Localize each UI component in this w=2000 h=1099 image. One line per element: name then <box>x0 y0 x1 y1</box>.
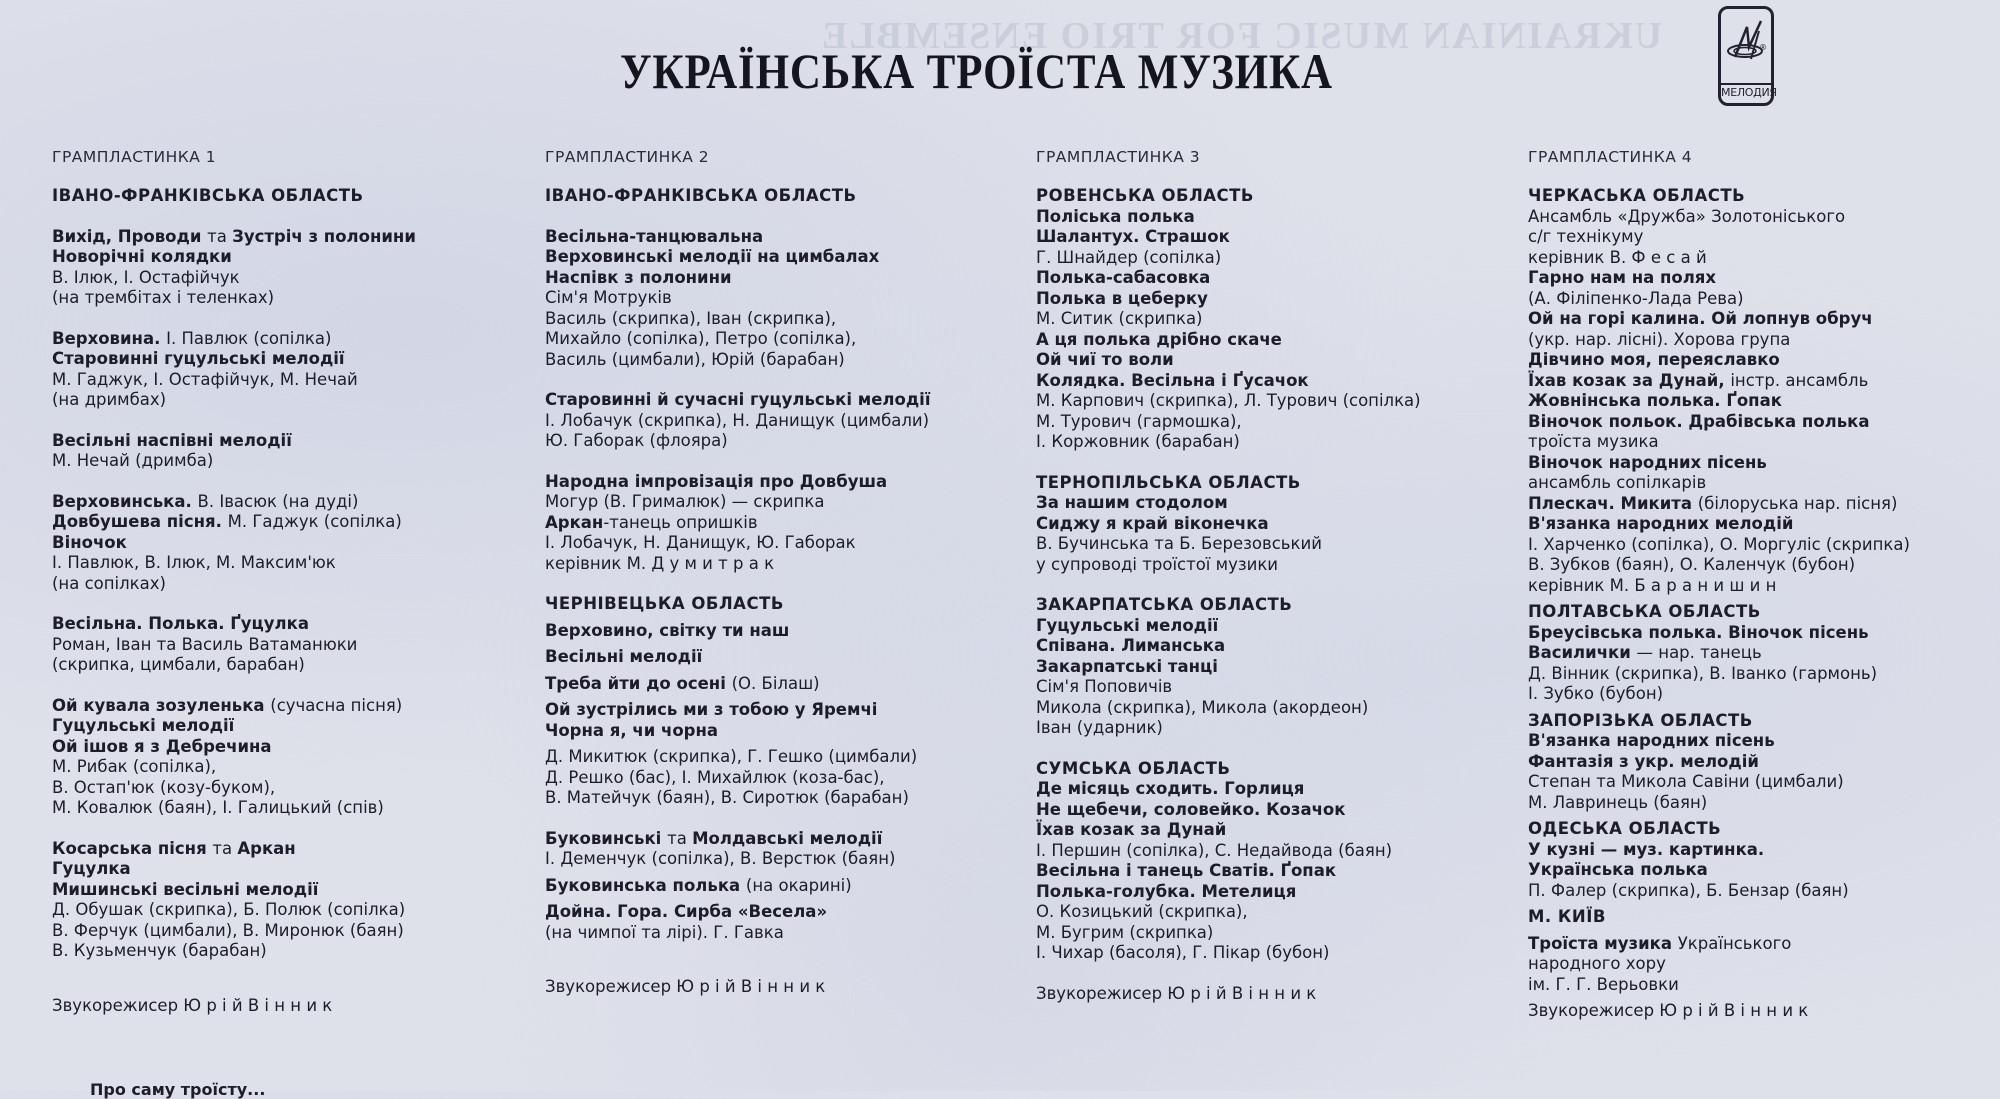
track-title: Віночок польок. Драбівська полька <box>1528 411 1870 431</box>
melodiya-logo <box>1718 6 1777 106</box>
performer-line: Звукорежисер Ю р і й В і н н и к <box>1036 983 1317 1003</box>
spacer <box>52 819 522 839</box>
track-title: Старовинні гуцульські мелодії <box>52 349 345 368</box>
track-title: Полька в цеберку <box>1036 288 1208 308</box>
track-title: Дівчино моя, переяславко <box>1528 350 1780 369</box>
track-title: Аркан <box>545 512 604 532</box>
track-line <box>1528 643 1998 664</box>
track-title: Новорічні колядки <box>52 247 232 266</box>
track-title: Чорна я, чи чорна <box>545 720 719 740</box>
track-title: Вихід, Проводи <box>52 226 208 246</box>
track-title: Колядка. Весільна і Ґусачок <box>1036 370 1309 390</box>
performer-line: Роман, Іван та Василь Ватаманюки <box>52 634 358 654</box>
track-note: (О. Білаш) <box>731 673 820 693</box>
performer-line: М. Ковалюк (баян), І. Галицький (спів) <box>52 798 384 817</box>
region-heading: ІВАНО-ФРАНКІВСЬКА ОБЛАСТЬ <box>52 186 364 205</box>
region-heading: ЗАКАРПАТСЬКА ОБЛАСТЬ <box>1036 595 1293 614</box>
track-note: — нар. танець <box>1636 643 1762 662</box>
track-title: Верховинські мелодії на цимбалах <box>545 247 880 266</box>
spacer <box>52 594 522 614</box>
track-line <box>545 876 1015 897</box>
performer-line: В. Ферчук (цимбали), В. Миронюк (баян) <box>52 920 404 940</box>
spacer <box>52 309 522 329</box>
track-line <box>52 696 522 717</box>
track-title: Шалантух. Страшок <box>1036 227 1230 246</box>
track-title: Верховина. <box>52 328 167 348</box>
track-note: В. Івасюк (на дуді) <box>197 491 359 511</box>
track-title: Полька-голубка. Метелиця <box>1036 881 1297 901</box>
track-title: Наспівк з полонини <box>545 267 732 287</box>
track-title: В'язанка народних мелодій <box>1528 514 1794 533</box>
performer-line: (А. Філіпенко-Лада Рева) <box>1528 288 1744 308</box>
track-title: Буковинські <box>545 828 668 848</box>
performer-line: В. Остап'юк (козу-буком), <box>52 777 276 797</box>
track-title: Косарська пісня <box>52 838 213 858</box>
track-line <box>545 513 1015 534</box>
track-title: Полька-сабасовка <box>1036 268 1211 287</box>
region-heading: М. КИЇВ <box>1528 907 1606 926</box>
track-title: Їхав козак за Дунай, <box>1528 370 1731 390</box>
track-title: У кузні — муз. картинка. <box>1528 839 1765 859</box>
track-note: (сучасна пісня) <box>270 695 403 715</box>
cut-off-paragraph: Про саму троїсту... <box>90 1080 266 1099</box>
region-heading: РОВЕНСЬКА ОБЛАСТЬ <box>1036 186 1254 205</box>
performer-line: Сім'я Поповичів <box>1036 677 1173 696</box>
spacer <box>545 943 1015 977</box>
spacer <box>1036 575 1506 595</box>
spacer <box>52 207 522 227</box>
region-heading: СУМСЬКА ОБЛАСТЬ <box>1036 758 1231 778</box>
performer-line: О. Козицький (скрипка), <box>1036 902 1248 921</box>
track-line <box>52 227 522 248</box>
track-title: Довбушева пісня. <box>52 512 228 531</box>
performer-line: Василь (скрипка), Іван (скрипка), <box>545 308 837 328</box>
spacer <box>52 962 522 996</box>
track-title: Треба йти до осені <box>545 673 732 693</box>
performer-line: Звукорежисер Ю р і й В і н н и к <box>52 995 333 1015</box>
track-title: В'язанка народних пісень <box>1528 731 1775 750</box>
performer-line: І. Павлюк, В. Ілюк, М. Максим'юк <box>52 553 336 572</box>
track-title: Українська полька <box>1528 860 1708 879</box>
disc-label: ГРАМПЛАСТИНКА 2 <box>545 148 710 166</box>
performer-line: Степан та Микола Савіни (цимбали) <box>1528 772 1844 791</box>
performer-line: М. Бугрим (скрипка) <box>1036 922 1214 942</box>
track-title: Гуцульські мелодії <box>52 716 235 735</box>
performer-line: М. Нечай (дримба) <box>52 451 214 470</box>
performer-line: В. Матейчук (баян), В. Сиротюк (барабан) <box>545 788 909 807</box>
track-title: Василички <box>1528 643 1637 662</box>
performer-line: Ансамбль «Дружба» Золотоніського <box>1528 206 1846 226</box>
performer-line: Д. Микитюк (скрипка), Г. Гешко (цимбали) <box>545 747 918 766</box>
spacer <box>545 452 1015 472</box>
track-title: Гуцульські мелодії <box>1036 615 1219 635</box>
performer-line: В. Бучинська та Б. Березовський <box>1036 534 1322 553</box>
track-line <box>52 512 522 533</box>
registered-mark: ® <box>1759 43 1767 52</box>
performer-line: В. Кузьменчук (барабан) <box>52 941 267 960</box>
column-disc-3 <box>1036 148 1506 1004</box>
performer-line: Звукорежисер Ю р і й В і н н и к <box>545 977 826 996</box>
track-title: Весільна. Полька. Ґуцулка <box>52 614 309 633</box>
track-title: Співана. Лиманська <box>1036 636 1226 655</box>
spacer <box>52 676 522 696</box>
track-note: інстр. ансамбль <box>1730 370 1869 390</box>
track-title: Ой зустрілись ми з тобою у Яремчі <box>545 700 878 719</box>
disc-label: ГРАМПЛАСТИНКА 1 <box>52 148 217 166</box>
track-line <box>1528 371 1998 392</box>
track-title: Їхав козак за Дунай <box>1036 820 1227 839</box>
track-title: Аркан <box>237 838 296 858</box>
performer-line: І. Чихар (басоля), Г. Пікар (бубон) <box>1036 943 1330 962</box>
track-note: та <box>212 838 238 858</box>
performer-line: с/г технікуму <box>1528 227 1644 246</box>
track-title: Ой чиї то воли <box>1036 350 1174 369</box>
performer-line: керівник В. Ф е с а й <box>1528 247 1707 267</box>
track-title: Буковинська полька <box>545 875 746 895</box>
track-title: Плескач. Микита <box>1528 493 1698 513</box>
performer-line: народного хору <box>1528 954 1666 973</box>
spacer <box>1036 739 1506 759</box>
performer-line: (на чимпої та лірі). Г. Гавка <box>545 922 784 942</box>
performer-line: Василь (цимбали), Юрій (барабан) <box>545 349 845 369</box>
track-list <box>52 186 522 1016</box>
performer-line: троїста музика <box>1528 432 1659 451</box>
performer-line: (скрипка, цимбали, барабан) <box>52 655 305 674</box>
region-heading: ЧЕРНІВЕЦЬКА ОБЛАСТЬ <box>545 594 784 613</box>
performer-line: І. Лобачук (скрипка), Н. Данищук (цимбали) <box>545 410 930 430</box>
track-title: Фантазія з укр. мелодій <box>1528 751 1759 771</box>
performer-line: В. Зубков (баян), О. Каленчук (бубон) <box>1528 555 1856 574</box>
performer-line: у супроводі троїстої музики <box>1036 554 1279 574</box>
region-heading: ЧЕРКАСЬКА ОБЛАСТЬ <box>1528 186 1746 205</box>
track-title: Гарно нам на полях <box>1528 268 1717 287</box>
performer-line: В. Ілюк, І. Остафійчук <box>52 267 240 287</box>
performer-line: Звукорежисер Ю р і й В і н н и к <box>1528 1001 1809 1020</box>
track-title: Молдавські мелодії <box>692 828 883 848</box>
performer-line: керівник М. Д у м и т р а к <box>545 553 775 573</box>
track-note: Українського <box>1677 933 1792 953</box>
track-line <box>52 492 522 513</box>
performer-line: І. Харченко (сопілка), О. Моргуліс (скрипка) <box>1528 534 1910 554</box>
performer-line: Д. Обушак (скрипка), Б. Полюк (сопілка) <box>52 900 406 919</box>
performer-line: Г. Шнайдер (сопілка) <box>1036 247 1222 267</box>
track-title: Троїста музика <box>1528 933 1678 953</box>
track-title: Верховинська. <box>52 491 198 511</box>
track-title: Ой на горі калина. Ой лопнув обруч <box>1528 309 1873 328</box>
performer-line: П. Фалер (скрипка), Б. Бензар (баян) <box>1528 880 1849 900</box>
track-title: Дойна. Гора. Сирба «Весела» <box>545 902 828 921</box>
performer-line: І. Лобачук, Н. Данищук, Ю. Габорак <box>545 533 856 552</box>
track-title: Верховино, світку ти наш <box>545 620 790 640</box>
track-note: -танець опришків <box>603 512 758 532</box>
column-disc-4 <box>1528 148 1998 1022</box>
performer-line: керівник М. Б а р а н и ш и н <box>1528 575 1777 595</box>
track-title: Сиджу я край віконечка <box>1036 513 1269 533</box>
performer-line: М. Гаджук, І. Остафійчук, М. Нечай <box>52 369 358 389</box>
column-disc-1 <box>52 148 522 1016</box>
track-note: І. Павлюк (сопілка) <box>166 328 332 348</box>
track-note: М. Гаджук (сопілка) <box>227 512 402 531</box>
track-line <box>545 829 1015 850</box>
performer-line: Д. Решко (бас), І. Михайлюк (коза-бас), <box>545 767 885 787</box>
track-title: Гуцулка <box>52 859 131 878</box>
track-list <box>1528 186 1998 1022</box>
performer-line: Ю. Габорак (флояра) <box>545 431 728 450</box>
track-title: Де місяць сходить. Горлиця <box>1036 779 1305 798</box>
track-title: Ой ішов я з Дебречина <box>52 736 272 756</box>
performer-line: Могур (В. Грималюк) — скрипка <box>545 492 825 511</box>
performer-line: І. Коржовник (барабан) <box>1036 432 1240 451</box>
track-title: Не щебечи, соловейко. Козачок <box>1036 799 1346 819</box>
track-title: Народна імпровізація про Довбуша <box>545 471 888 491</box>
performer-line: Сім'я Мотруків <box>545 288 672 307</box>
track-title: За нашим стодолом <box>1036 493 1228 512</box>
track-line <box>1528 494 1998 515</box>
track-title: Бреусівська полька. Віночок пісень <box>1528 622 1869 642</box>
track-line <box>52 839 522 860</box>
track-line <box>52 329 522 350</box>
track-list <box>545 186 1015 998</box>
performer-line: М. Лавринець (баян) <box>1528 792 1708 812</box>
track-title: Жовнінська полька. Ґопак <box>1528 391 1782 410</box>
performer-line: Микола (скрипка), Микола (акордеон) <box>1036 697 1369 717</box>
spacer <box>545 809 1015 829</box>
track-note: та <box>207 226 233 246</box>
spacer <box>545 574 1015 594</box>
performer-line: М. Турович (гармошка), <box>1036 411 1242 431</box>
track-note: (на окарині) <box>745 875 852 895</box>
region-heading: ІВАНО-ФРАНКІВСЬКА ОБЛАСТЬ <box>545 186 857 205</box>
track-line <box>545 674 1015 695</box>
region-heading: ЗАПОРІЗЬКА ОБЛАСТЬ <box>1528 710 1753 730</box>
performer-line: (на сопілках) <box>52 573 166 593</box>
spacer <box>52 472 522 492</box>
track-title: Віночок <box>52 532 127 552</box>
spacer <box>545 370 1015 390</box>
track-title: А ця полька дрібно скаче <box>1036 329 1282 349</box>
track-note: (білоруська нар. пісня) <box>1697 493 1898 513</box>
performer-line: ансамбль сопілкарів <box>1528 473 1707 492</box>
performer-line: (на трембітах і теленках) <box>52 288 275 307</box>
bleed-through-title: UKRAINIAN MUSIC FOR TRIO ENSEMBLE <box>820 15 1663 57</box>
spacer <box>545 207 1015 227</box>
track-title: Весільна-танцювальна <box>545 226 764 246</box>
track-note: та <box>667 828 693 848</box>
track-line <box>1528 934 1998 955</box>
performer-line: (на дримбах) <box>52 390 167 409</box>
column-disc-2 <box>545 148 1015 998</box>
track-title: Мишинські весільні мелодії <box>52 879 319 899</box>
page-title: УКРАЇНСЬКА ТРОЇСТА МУЗИКА <box>620 43 1333 99</box>
performer-line: (укр. нар. лісні). Хорова група <box>1528 329 1791 349</box>
track-title: Віночок народних пісень <box>1528 452 1767 472</box>
track-list <box>1036 186 1506 1004</box>
track-title: Весільна і танець Сватів. Ґопак <box>1036 861 1337 880</box>
track-title: Весільні наспівні мелодії <box>52 430 292 450</box>
performer-line: Д. Вінник (скрипка), В. Іванко (гармонь) <box>1528 663 1878 683</box>
spacer <box>1036 964 1506 984</box>
performer-line: М. Карпович (скрипка), Л. Турович (сопілка) <box>1036 391 1421 410</box>
track-title: Старовинні й сучасні гуцульські мелодії <box>545 390 931 409</box>
track-title: Поліська полька <box>1036 206 1195 226</box>
spacer <box>52 411 522 431</box>
performer-line: Михайло (сопілка), Петро (сопілка), <box>545 329 857 348</box>
disc-label: ГРАМПЛАСТИНКА 4 <box>1528 148 1693 166</box>
region-heading: ПОЛТАВСЬКА ОБЛАСТЬ <box>1528 602 1761 621</box>
region-heading: ТЕРНОПІЛЬСЬКА ОБЛАСТЬ <box>1036 472 1301 492</box>
performer-line: Іван (ударник) <box>1036 718 1163 737</box>
track-title: Закарпатські танці <box>1036 656 1218 676</box>
performer-line: І. Першин (сопілка), С. Недайвода (баян) <box>1036 840 1393 860</box>
performer-line: І. Деменчук (сопілка), В. Верстюк (баян) <box>545 849 896 868</box>
region-heading: ОДЕСЬКА ОБЛАСТЬ <box>1528 819 1722 838</box>
track-title: Ой кувала зозуленька <box>52 695 271 715</box>
performer-line: ім. Г. Г. Верьовки <box>1528 974 1679 994</box>
disc-label: ГРАМПЛАСТИНКА 3 <box>1036 148 1201 166</box>
performer-line: М. Ситик (скрипка) <box>1036 309 1203 328</box>
track-title: Зустріч з полонини <box>232 226 416 246</box>
performer-line: М. Рибак (сопілка), <box>52 757 217 776</box>
performer-line: І. Зубко (бубон) <box>1528 684 1664 703</box>
logo-text: МЕЛОДИЯ <box>1721 83 1771 99</box>
spacer <box>1036 453 1506 473</box>
track-title: Весільні мелодії <box>545 647 703 666</box>
